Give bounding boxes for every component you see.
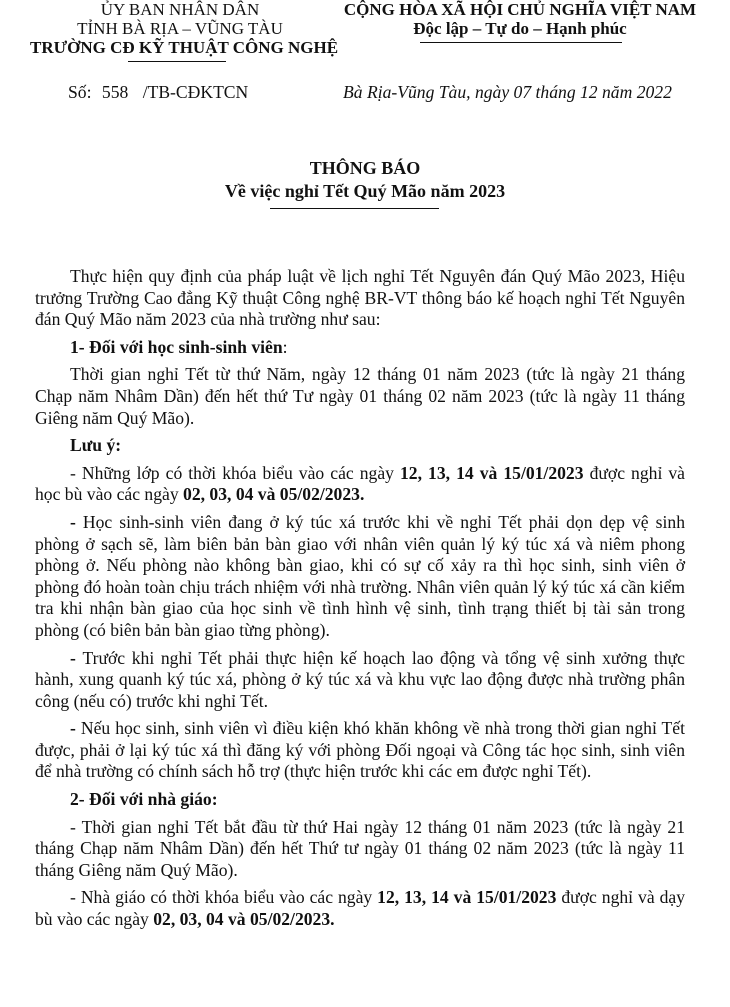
national-motto-block	[330, 0, 710, 38]
note-1-text-a: - Những lớp có thời khóa biểu vào các ngày	[70, 462, 400, 483]
reference-value: 558	[101, 82, 129, 102]
section-2-paragraph: - Thời gian nghỉ Tết bắt đầu từ thứ Hai ngày 12 tháng 01 năm 2023 (tức là ngày 21 tháng Chạp năm Nhâm Dần) đến hết Thứ tư ngày 01 tháng 02 năm 2023 (tức là ngày 11 tháng Giêng năm Quý Mão).	[35, 816, 685, 880]
document-subtitle: Về việc nghỉ Tết Quý Mão năm 2023	[224, 181, 506, 201]
note-3-text: Trước khi nghỉ Tết phải thực hiện kế hoạch lao động và tổng vệ sinh xưởng thực hành, xung quanh ký túc xá, phòng ở ký túc xá và khu vực lao động được nhà trường phân công (nếu có) trước khi nghỉ Tết.	[35, 647, 685, 711]
note-1-dates-b: 02, 03, 04 và 05/02/2023.	[183, 484, 365, 505]
note-2-dash: -	[70, 511, 83, 532]
section-1-paragraph: Thời gian nghỉ Tết từ thứ Năm, ngày 12 tháng 01 năm 2023 (tức là ngày 21 tháng Chạp năm Nhâm Dần) đến hết thứ Tư ngày 01 tháng 02 năm 2023 (tức là ngày 11 tháng Giêng năm Quý Mão).	[35, 364, 685, 428]
note-4	[35, 718, 685, 783]
issuer-school-name: TRƯỜNG CĐ KỸ THUẬT CÔNG NGHỆ	[30, 38, 339, 57]
national-name: CỘNG HÒA XÃ HỘI CHỦ NGHĨA VIỆT NAM	[343, 0, 697, 19]
note-2-text: Học sinh-sinh viên đang ở ký túc xá trước khi về nghỉ Tết phải dọn dẹp vệ sinh phòng ở sạch sẽ, làm biên bản bàn giao với nhân viên quản lý ký túc xá và niêm phong phòng ở. Nếu phòng nào không bàn giao, khi có sự cố xảy ra thì học sinh, sinh viên ở phòng đó hoàn toàn chịu trách nhiệm với nhà trường. Nhân viên quản lý ký túc xá cần kiểm tra khi nhận bàn giao của học sinh về tình hình vệ sinh, tình trạng thiết bị tài sản trong phòng (có biên bản bàn giao từng phòng).	[35, 511, 685, 640]
section-2-note-text-a: - Nhà giáo có thời khóa biểu vào các ngày	[70, 887, 378, 908]
section-2-note-dates-b: 02, 03, 04 và 05/02/2023.	[153, 909, 335, 930]
motto-underline	[420, 42, 622, 43]
section-2-heading: 2- Đối với nhà giáo:	[70, 789, 218, 810]
note-3	[35, 648, 685, 713]
issuer-underline	[128, 61, 226, 62]
section-1-heading-text: 1- Đối với học sinh-sinh viên	[70, 336, 283, 357]
note-4-dash: -	[70, 718, 81, 739]
section-2-note-text-b: được nghỉ và dạy bù vào các ngày	[35, 887, 686, 930]
intro-paragraph: Thực hiện quy định của pháp luật về lịch nghỉ Tết Nguyên đán Quý Mão 2023, Hiệu trưởng Trường Cao đẳng Kỹ thuật Công nghệ BR-VT thông báo kế hoạch nghỉ Tết Nguyên đán Quý Mão năm 2023 của nhà trường như sau:	[35, 266, 685, 330]
note-1-text-b: được nghỉ và học bù vào các ngày	[35, 462, 685, 505]
note-1-dates-a: 12, 13, 14 và 15/01/2023	[399, 462, 584, 483]
issuer-block	[30, 0, 339, 57]
issue-date: Bà Rịa-Vũng Tàu, ngày 07 tháng 12 năm 2022	[343, 82, 672, 102]
issuer-line-2: TỈNH BÀ RỊA – VŨNG TÀU	[77, 19, 283, 38]
document-title: THÔNG BÁO	[309, 158, 421, 178]
note-4-text: Nếu học sinh, sinh viên vì điều kiện khó khăn không về nhà trong thời gian nghỉ Tết được, phải ở lại ký túc xá thì đăng ký với phòng Đối ngoại và Công tác học sinh, sinh viên để nhà trường có chính sách hỗ trợ (thực hiện trước khi các em được nghỉ Tết).	[35, 718, 685, 782]
note-1	[35, 463, 685, 506]
section-2-note-dates-a: 12, 13, 14 và 15/01/2023	[377, 887, 557, 908]
section-1-heading-colon: :	[282, 336, 288, 357]
reference-code: /TB-CĐKTCN	[142, 82, 249, 102]
note-2	[35, 512, 685, 642]
section-2-note	[35, 887, 685, 930]
note-3-dash: -	[70, 647, 83, 668]
reference-number	[68, 82, 248, 103]
national-motto: Độc lập – Tự do – Hạnh phúc	[413, 19, 627, 38]
reference-prefix: Số:	[68, 82, 92, 102]
note-heading: Lưu ý:	[70, 435, 122, 456]
document-body	[35, 266, 685, 937]
section-1-heading	[35, 337, 685, 359]
issuer-line-1: ỦY BAN NHÂN DÂN	[100, 0, 260, 19]
title-underline	[270, 208, 439, 209]
